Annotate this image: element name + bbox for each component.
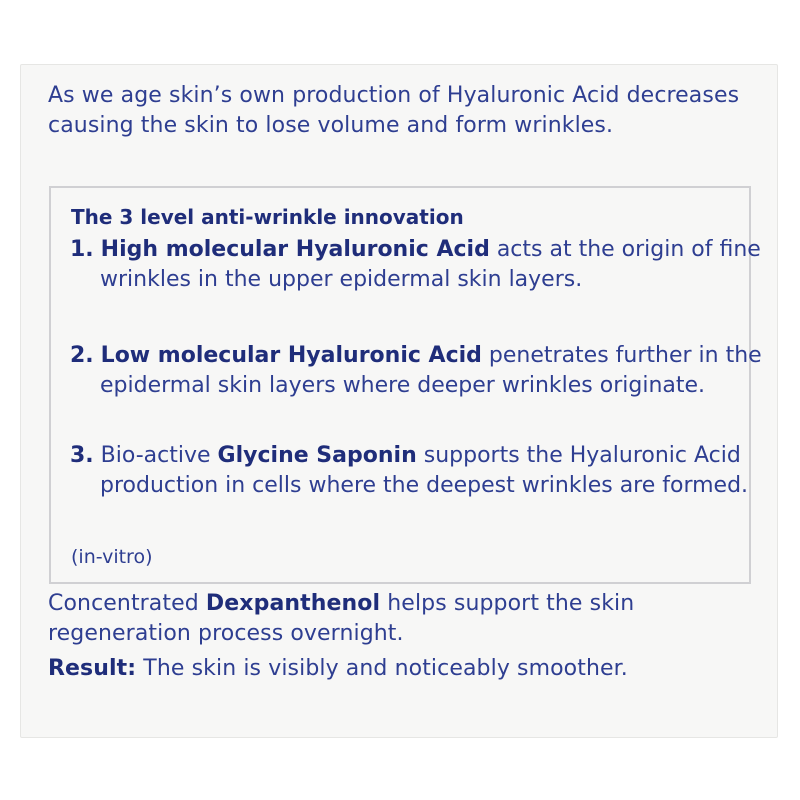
item-3-number: 3.: [70, 443, 94, 468]
item-1-highlight: High molecular Hyaluronic Acid: [100, 237, 490, 262]
innovation-item-3: [70, 441, 770, 501]
intro-paragraph: As we age skin’s own production of Hyaluronic Acid decreases causing the skin to lose volume and form wrinkles.: [48, 83, 740, 138]
item-3-prefix: Bio-active: [93, 443, 218, 468]
result-label: Result:: [48, 656, 137, 681]
item-3-highlight: Glycine Saponin: [217, 443, 417, 468]
result-paragraph: [48, 654, 748, 684]
innovation-item-2: [70, 341, 770, 401]
innovation-box-title: The 3 level anti-wrinkle innovation: [71, 205, 464, 229]
dexpanthenol-prefix: Concentrated: [48, 591, 206, 616]
dexpanthenol-highlight: Dexpanthenol: [205, 591, 381, 616]
result-text: The skin is visibly and noticeably smoother.: [136, 656, 628, 681]
item-2-number: 2.: [70, 343, 94, 368]
item-1-number: 1.: [70, 237, 94, 262]
innovation-item-1: [70, 235, 770, 295]
dexpanthenol-text: helps support the skin regeneration process overnight.: [48, 591, 635, 646]
item-2-highlight: Low molecular Hyaluronic Acid: [100, 343, 482, 368]
item-3-text: supports the Hyaluronic Acid production in cells where the deepest wrinkles are formed.: [100, 443, 749, 498]
in-vitro-note: (in-vitro): [71, 546, 153, 568]
item-1-text: acts at the origin of fine wrinkles in the upper epidermal skin layers.: [100, 237, 761, 292]
text-panel: [20, 64, 778, 738]
item-2-text: penetrates further in the epidermal skin layers where deeper wrinkles originate.: [100, 343, 762, 398]
innovation-box: [49, 186, 762, 584]
dexpanthenol-paragraph: [48, 589, 748, 649]
